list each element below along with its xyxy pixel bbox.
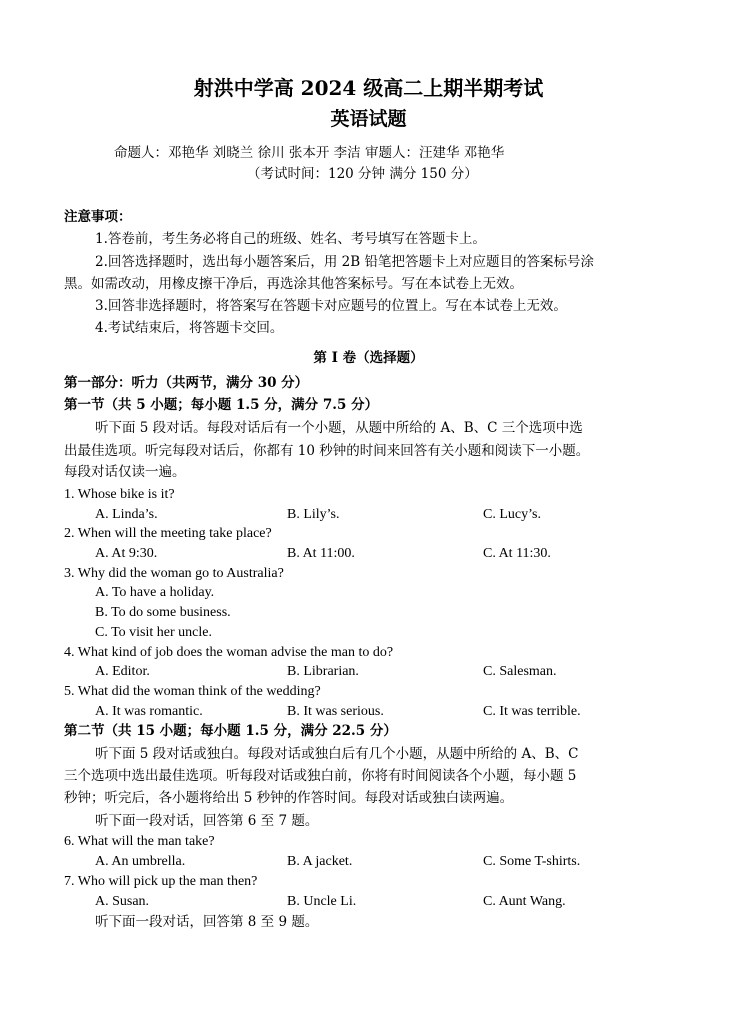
section2-intro-cont: 三个选项中选出最佳选项。听每段对话或独白前，你将有时间阅读各个小题，每小题 5 [64, 768, 577, 784]
question-stem: 3. Why did the woman go to Australia? [64, 566, 284, 581]
note-item-1: 1.答卷前，考生务必将自己的班级、姓名、考号填写在答题卡上。 [95, 231, 486, 247]
option-b: B. Uncle Li. [287, 894, 357, 909]
question-stem: 6. What will the man take? [64, 834, 215, 849]
note-item-2: 2.回答选择题时，选出每小题答案后，用 2B 铅笔把答题卡上对应题目的答案标号涂 [95, 254, 594, 270]
option-b: B. It was serious. [287, 704, 384, 719]
option-a: A. Editor. [95, 664, 150, 679]
question-stem: 5. What did the woman think of the wedding? [64, 684, 321, 699]
question-stem: 4. What kind of job does the woman advise the man to do? [64, 645, 394, 660]
option-b: B. At 11:00. [287, 546, 355, 561]
option-b: B. Lily’s. [287, 507, 340, 522]
question-stem: 1. Whose bike is it? [64, 487, 175, 502]
option-c: C. It was terrible. [483, 704, 581, 719]
exam-subtitle: 英语试题 [330, 108, 407, 130]
section1-intro-cont: 出最佳选项。听完每段对话后，你都有 10 秒钟的时间来回答有关小题和阅读下一小题。 [64, 443, 590, 459]
option-a: A. An umbrella. [95, 854, 186, 869]
option-a: A. Susan. [95, 894, 150, 909]
section2-intro-cont: 秒钟；听完后，各小题将给出 5 秒钟的作答时间。每段对话或独白读两遍。 [64, 790, 514, 806]
option-c: C. Lucy’s. [483, 507, 541, 522]
volume-title: 第 I 卷（选择题） [313, 350, 424, 366]
listen-instruction: 听下面一段对话，回答第 6 至 7 题。 [95, 813, 319, 829]
option-b: B. Librarian. [287, 664, 359, 679]
exam-info: （考试时间：120 分钟 满分 150 分） [247, 166, 478, 182]
option-c: C. At 11:30. [483, 546, 551, 561]
exam-title: 射洪中学高 2024 级高二上期半期考试 [193, 76, 544, 100]
option-a: A. Linda’s. [95, 507, 158, 522]
section1-intro: 听下面 5 段对话。每段对话后有一个小题，从题中所给的 A、B、C 三个选项中选 [95, 420, 583, 436]
option-a: A. To have a holiday. [95, 585, 215, 600]
authors-line: 命题人：邓艳华 刘晓兰 徐川 张本开 李洁 审题人：汪建华 邓艳华 [114, 145, 505, 161]
option-c: C. Salesman. [483, 664, 557, 679]
part1-title: 第一部分：听力（共两节，满分 30 分） [64, 375, 309, 391]
notes-heading: 注意事项： [64, 209, 132, 225]
section2-intro: 听下面 5 段对话或独白。每段对话或独白后有几个小题，从题中所给的 A、B、C [95, 746, 579, 762]
section2-title: 第二节（共 15 小题；每小题 1.5 分，满分 22.5 分） [64, 723, 397, 739]
option-c: C. Some T-shirts. [483, 854, 581, 869]
listen-instruction: 听下面一段对话，回答第 8 至 9 题。 [95, 914, 319, 930]
question-stem: 7. Who will pick up the man then? [64, 874, 258, 889]
section1-title: 第一节（共 5 小题；每小题 1.5 分，满分 7.5 分） [64, 397, 379, 413]
option-a: A. It was romantic. [95, 704, 203, 719]
note-item-2-cont: 黑。如需改动，用橡皮擦干净后，再选涂其他答案标号。写在本试卷上无效。 [64, 276, 523, 292]
option-a: A. At 9:30. [95, 546, 158, 561]
option-b: B. To do some business. [95, 605, 231, 620]
option-c: C. Aunt Wang. [483, 894, 566, 909]
section1-intro-cont: 每段对话仅读一遍。 [64, 464, 186, 480]
option-c: C. To visit her uncle. [95, 625, 212, 640]
option-b: B. A jacket. [287, 854, 353, 869]
note-item-3: 3.回答非选择题时，将答案写在答题卡对应题号的位置上。写在本试卷上无效。 [95, 298, 567, 314]
question-stem: 2. When will the meeting take place? [64, 526, 272, 541]
note-item-4: 4.考试结束后，将答题卡交回。 [95, 320, 284, 336]
